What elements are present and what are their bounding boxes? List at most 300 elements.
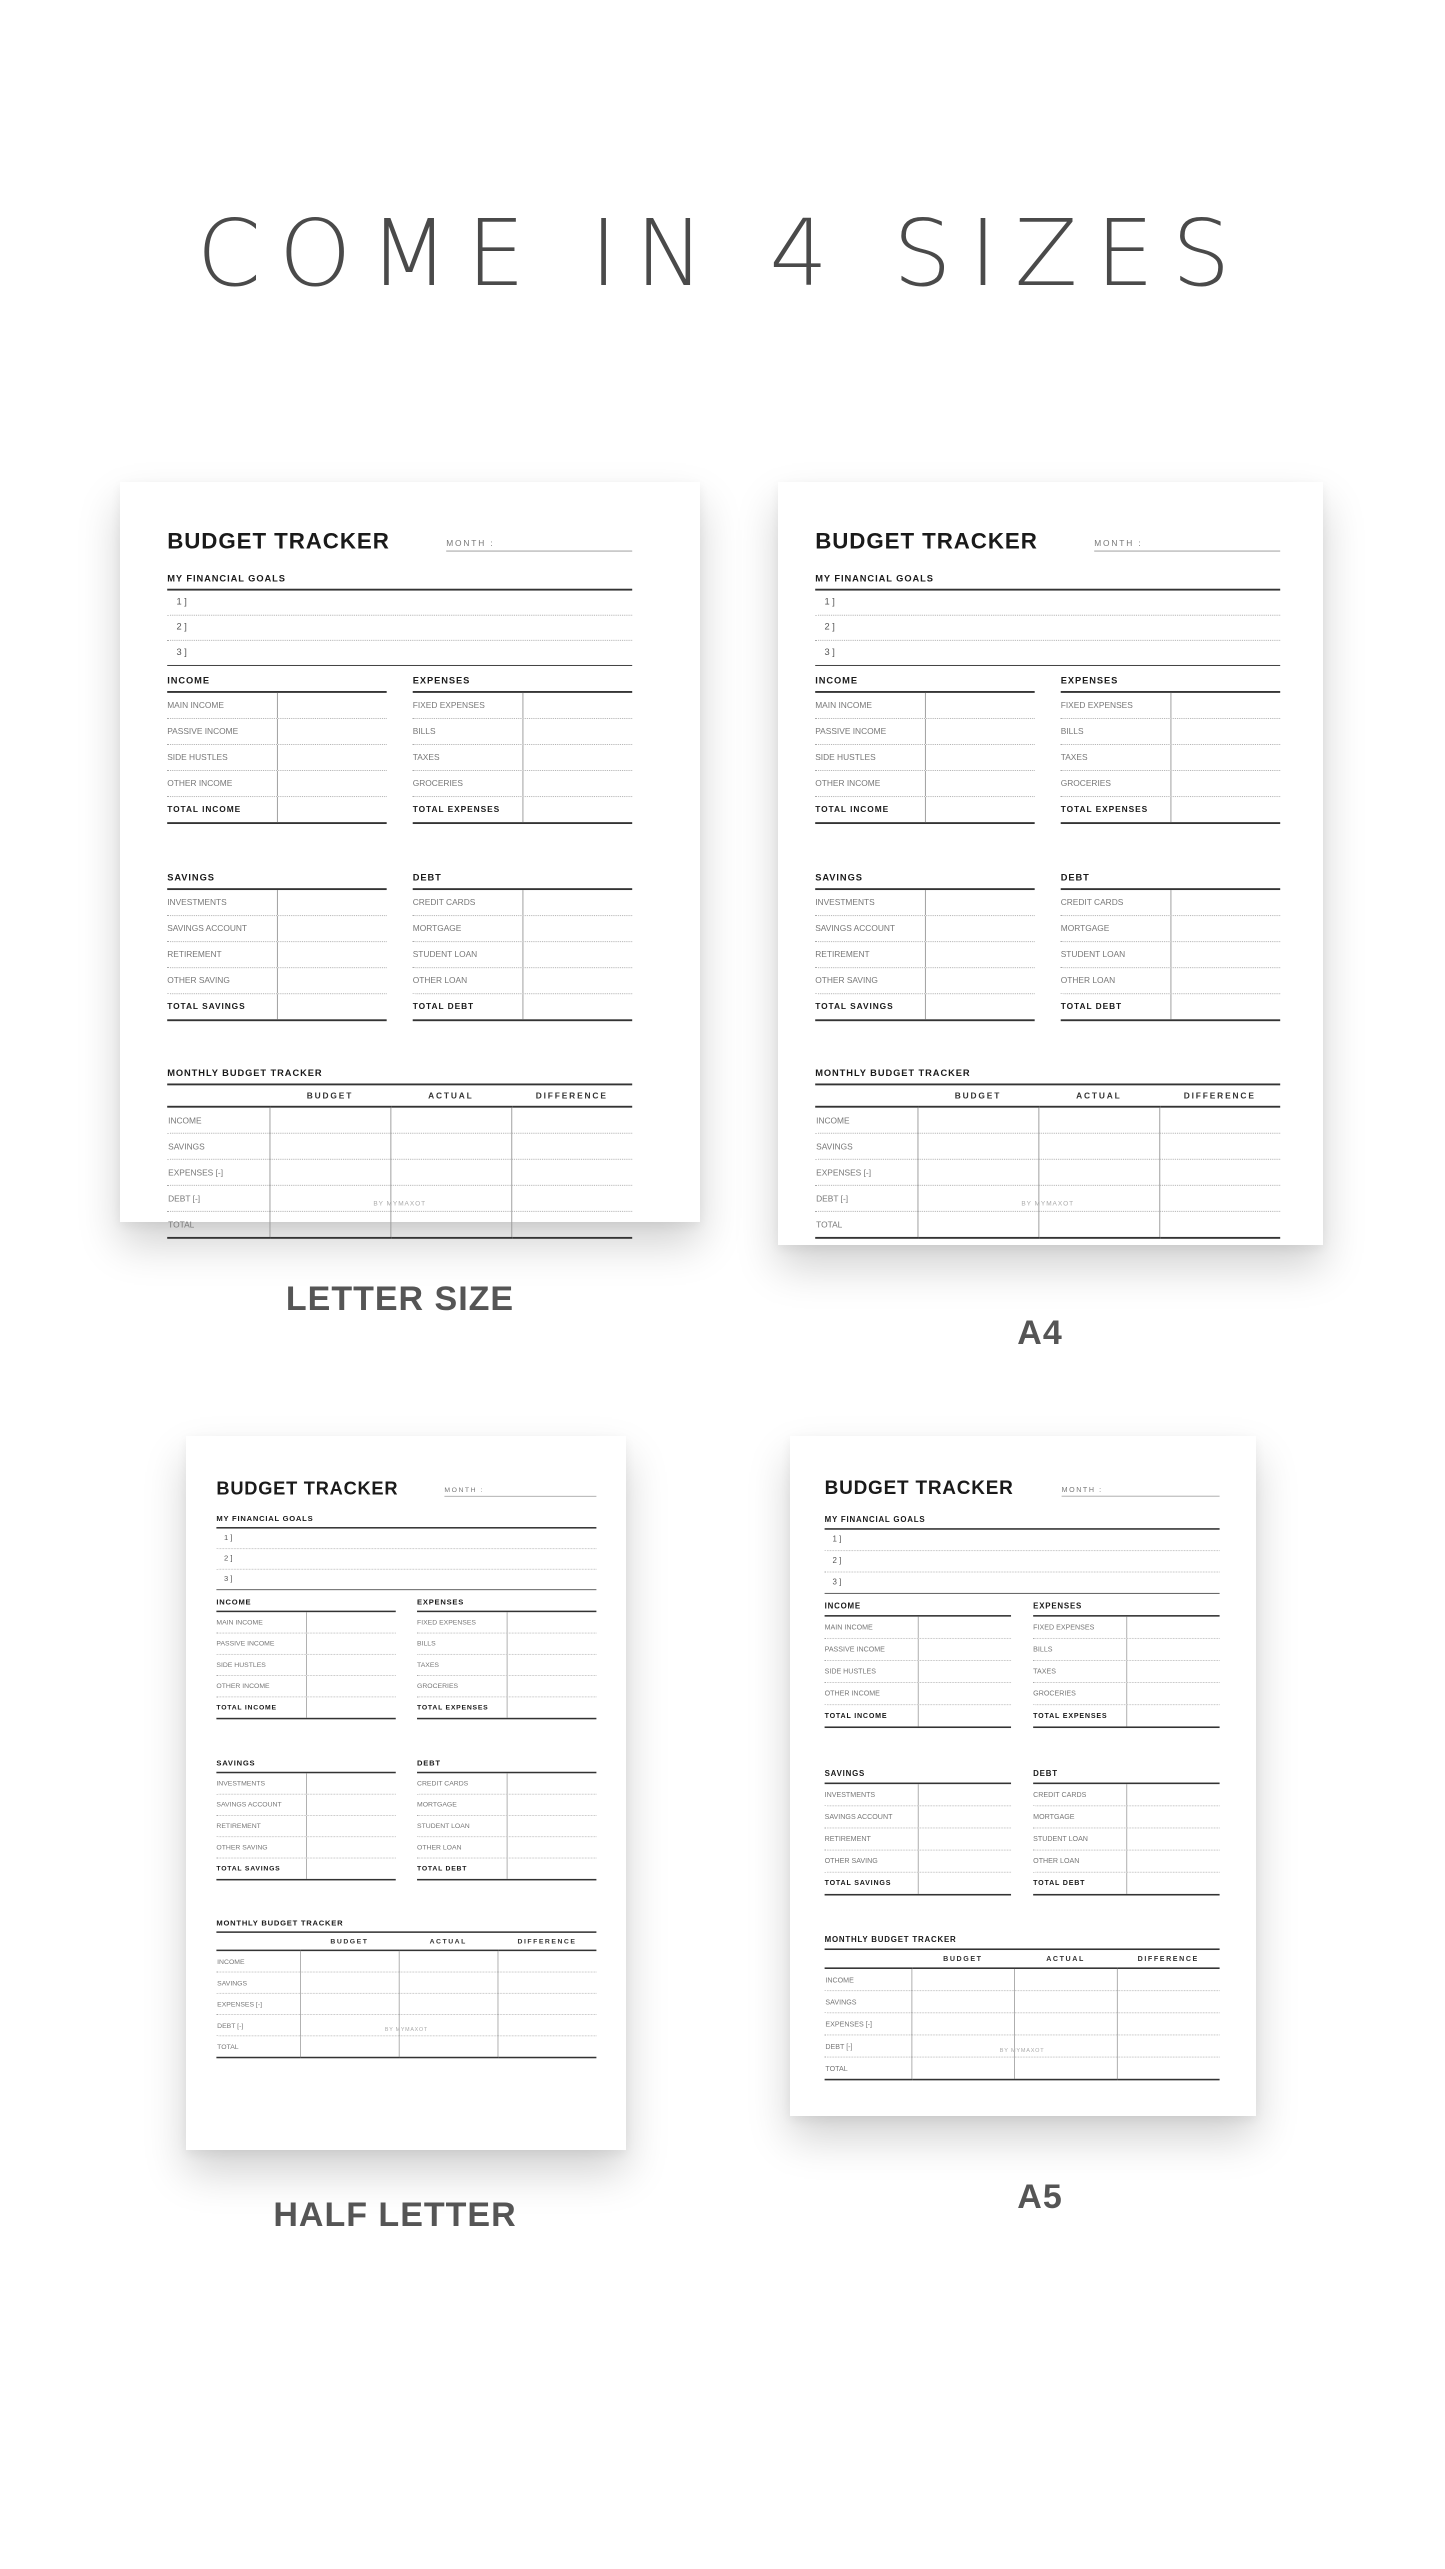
debt-row xyxy=(1061,916,1280,942)
monthly-budget-tracker xyxy=(216,1919,596,2058)
monthly-cell xyxy=(300,2036,399,2058)
tracker-title: BUDGET TRACKER xyxy=(167,529,390,555)
monthly-row-label: EXPENSES [-] xyxy=(815,1159,917,1185)
savings-total-label: TOTAL SAVINGS xyxy=(216,1864,281,1873)
month-field: MONTH : xyxy=(1062,1486,1220,1497)
expenses-total-label: TOTAL EXPENSES xyxy=(417,1703,489,1711)
monthly-cell xyxy=(1117,2057,1220,2080)
monthly-row-label: EXPENSES [-] xyxy=(825,2013,912,2035)
monthly-cell xyxy=(1014,1991,1117,2013)
tracker-header xyxy=(825,1478,1220,1502)
income-row xyxy=(216,1676,395,1697)
debt-title: DEBT xyxy=(413,873,632,890)
column-divider xyxy=(1126,1850,1127,1871)
income-row xyxy=(825,1683,1011,1705)
month-field: MONTH : xyxy=(446,539,632,552)
financial-goals xyxy=(825,1516,1220,1594)
monthly-row xyxy=(815,1133,1280,1159)
monthly-cell xyxy=(1117,2035,1220,2057)
debt-row xyxy=(1033,1784,1219,1806)
goal-row: 1 ] xyxy=(815,591,1280,616)
month-field: MONTH : xyxy=(444,1486,596,1497)
expenses-row xyxy=(1061,745,1280,771)
monthly-body xyxy=(815,1107,1280,1238)
monthly-col-actual: ACTUAL xyxy=(399,1933,498,1950)
column-divider xyxy=(277,916,278,941)
debt-row xyxy=(1061,968,1280,994)
income-row xyxy=(825,1661,1011,1683)
savings-row xyxy=(216,1773,395,1794)
caption-letter-size: LETTER SIZE xyxy=(285,1280,515,1318)
column-divider xyxy=(277,745,278,770)
monthly-col-difference: DIFFERENCE xyxy=(1159,1085,1280,1106)
sheet-half-letter xyxy=(186,1436,626,2150)
column-divider xyxy=(507,1676,508,1697)
monthly-cell xyxy=(1014,2013,1117,2035)
income-row-label: OTHER INCOME xyxy=(815,778,881,788)
monthly-cell xyxy=(300,1993,399,2014)
income-row-label: OTHER INCOME xyxy=(824,1689,880,1698)
savings-row-label: INVESTMENTS xyxy=(216,1779,266,1787)
column-divider xyxy=(1170,719,1171,744)
column-divider xyxy=(1126,1784,1127,1805)
debt-row-label: STUDENT LOAN xyxy=(1060,949,1126,959)
tracker-title: BUDGET TRACKER xyxy=(815,529,1038,555)
column-divider xyxy=(522,771,523,796)
savings-total-row xyxy=(216,1858,395,1880)
debt-row-label: CREDIT CARDS xyxy=(1060,897,1124,907)
debt-title: DEBT xyxy=(1061,873,1280,890)
savings-row-label: OTHER SAVING xyxy=(815,975,878,985)
column-divider xyxy=(507,1633,508,1654)
column-divider xyxy=(1170,693,1171,718)
debt-section xyxy=(413,873,632,1021)
savings-row xyxy=(825,1850,1011,1872)
income-row xyxy=(167,771,386,797)
monthly-row-label: INCOME xyxy=(167,1107,269,1134)
column-divider xyxy=(925,942,926,967)
savings-title: SAVINGS xyxy=(825,1770,1011,1784)
column-divider xyxy=(1170,797,1171,822)
expenses-row xyxy=(1033,1661,1219,1683)
expenses-row xyxy=(417,1655,596,1676)
monthly-header-blank xyxy=(216,1933,300,1950)
monthly-header-blank xyxy=(167,1085,269,1106)
monthly-cell xyxy=(918,1211,1039,1238)
debt-total-label: TOTAL DEBT xyxy=(412,1001,475,1011)
monthly-cell xyxy=(918,1159,1039,1185)
debt-row-label: STUDENT LOAN xyxy=(1033,1834,1088,1843)
monthly-row-label: SAVINGS xyxy=(216,1972,300,1993)
tracker-title: BUDGET TRACKER xyxy=(824,1477,1014,1499)
debt-row xyxy=(413,942,632,968)
income-row xyxy=(815,771,1034,797)
monthly-row xyxy=(825,2013,1220,2035)
income-row xyxy=(216,1612,395,1633)
column-divider xyxy=(1126,1828,1127,1849)
goal-row: 1 ] xyxy=(825,1530,1220,1551)
column-divider xyxy=(1126,1683,1127,1704)
expenses-total-row xyxy=(1033,1705,1219,1728)
monthly-cell xyxy=(390,1211,511,1238)
expenses-total-row xyxy=(413,797,632,824)
monthly-table xyxy=(216,1933,596,2058)
expenses-row-label: FIXED EXPENSES xyxy=(1033,1622,1095,1631)
income-row xyxy=(167,745,386,771)
debt-section xyxy=(1033,1770,1219,1896)
monthly-cell xyxy=(1117,2013,1220,2035)
savings-row-label: RETIREMENT xyxy=(167,949,222,959)
savings-row-label: RETIREMENT xyxy=(216,1821,261,1830)
column-divider xyxy=(306,1612,307,1633)
monthly-cell xyxy=(498,1972,597,1993)
monthly-row xyxy=(216,1993,596,2014)
monthly-row xyxy=(825,1968,1220,1991)
savings-row xyxy=(216,1795,395,1816)
expenses-row xyxy=(413,693,632,719)
tracker-header xyxy=(216,1478,596,1501)
column-divider xyxy=(918,1828,919,1849)
column-divider xyxy=(522,968,523,993)
expenses-row-label: BILLS xyxy=(412,726,436,736)
column-divider xyxy=(925,693,926,718)
expenses-row xyxy=(1033,1683,1219,1705)
income-row xyxy=(167,719,386,745)
monthly-row-label: EXPENSES [-] xyxy=(167,1159,269,1185)
goal-row: 2 ] xyxy=(825,1551,1220,1572)
monthly-row-label: SAVINGS xyxy=(167,1133,269,1159)
debt-title: DEBT xyxy=(1033,1770,1219,1784)
monthly-row xyxy=(167,1185,632,1211)
budget-tracker-page xyxy=(793,1446,1251,2072)
monthly-cell xyxy=(1159,1159,1280,1185)
savings-row xyxy=(825,1828,1011,1850)
monthly-header-row xyxy=(216,1933,596,1950)
income-row-label: MAIN INCOME xyxy=(824,1622,873,1631)
monthly-col-budget: BUDGET xyxy=(300,1933,399,1950)
debt-row xyxy=(1061,942,1280,968)
debt-row-label: OTHER LOAN xyxy=(412,975,468,985)
monthly-cell xyxy=(300,2015,399,2036)
monthly-col-difference: DIFFERENCE xyxy=(511,1085,632,1106)
column-divider xyxy=(507,1697,508,1718)
monthly-col-budget: BUDGET xyxy=(912,1950,1015,1968)
monthly-cell xyxy=(498,2036,597,2058)
monthly-table xyxy=(815,1085,1280,1238)
income-row-label: SIDE HUSTLES xyxy=(824,1667,876,1676)
column-divider xyxy=(918,1705,919,1726)
income-row xyxy=(825,1639,1011,1661)
monthly-col-difference: DIFFERENCE xyxy=(1117,1950,1220,1968)
monthly-cell xyxy=(390,1185,511,1211)
monthly-cell xyxy=(399,1950,498,1972)
income-row xyxy=(167,693,386,719)
income-row-label: MAIN INCOME xyxy=(815,700,872,710)
column-divider xyxy=(1126,1661,1127,1682)
savings-row xyxy=(815,916,1034,942)
debt-row-label: CREDIT CARDS xyxy=(1033,1790,1087,1799)
column-divider xyxy=(925,719,926,744)
financial-goals xyxy=(216,1515,596,1590)
debt-row xyxy=(413,916,632,942)
expenses-row xyxy=(413,771,632,797)
column-divider xyxy=(918,1873,919,1894)
expenses-section xyxy=(1061,676,1280,824)
column-divider xyxy=(1170,916,1171,941)
column-divider xyxy=(1170,890,1171,915)
debt-row-label: STUDENT LOAN xyxy=(412,949,478,959)
expenses-row-label: FIXED EXPENSES xyxy=(1060,700,1133,710)
savings-row xyxy=(815,890,1034,916)
savings-title: SAVINGS xyxy=(167,873,386,890)
budget-tracker-page xyxy=(186,1448,627,2050)
monthly-row xyxy=(815,1185,1280,1211)
income-row-label: SIDE HUSTLES xyxy=(167,752,228,762)
debt-row-label: MORTGAGE xyxy=(417,1800,457,1809)
monthly-title: MONTHLY BUDGET TRACKER xyxy=(167,1069,632,1086)
monthly-header-row xyxy=(167,1085,632,1106)
goal-row: 3 ] xyxy=(825,1572,1220,1593)
income-total-label: TOTAL INCOME xyxy=(824,1711,888,1720)
income-row-label: PASSIVE INCOME xyxy=(216,1639,275,1648)
monthly-cell xyxy=(511,1211,632,1238)
debt-row-label: MORTGAGE xyxy=(1033,1812,1075,1821)
savings-row-label: INVESTMENTS xyxy=(824,1790,876,1799)
income-title: INCOME xyxy=(167,676,386,693)
debt-total-row xyxy=(1033,1873,1219,1896)
column-divider xyxy=(306,1816,307,1837)
income-row-label: SIDE HUSTLES xyxy=(216,1660,266,1669)
monthly-cell xyxy=(1014,2035,1117,2057)
savings-row-label: SAVINGS ACCOUNT xyxy=(167,923,248,933)
column-divider xyxy=(1170,942,1171,967)
monthly-title: MONTHLY BUDGET TRACKER xyxy=(216,1919,596,1933)
monthly-row-label: EXPENSES [-] xyxy=(216,1993,300,2014)
monthly-row-label: INCOME xyxy=(216,1950,300,1972)
expenses-row-label: TAXES xyxy=(412,752,440,762)
debt-row-label: MORTGAGE xyxy=(1060,923,1110,933)
column-divider xyxy=(918,1806,919,1827)
debt-row-label: OTHER LOAN xyxy=(1033,1856,1080,1865)
column-divider xyxy=(1126,1617,1127,1638)
column-divider xyxy=(507,1816,508,1837)
debt-row xyxy=(417,1795,596,1816)
income-row-label: MAIN INCOME xyxy=(216,1618,263,1626)
monthly-cell xyxy=(498,1950,597,1972)
debt-total-row xyxy=(417,1858,596,1880)
expenses-row xyxy=(417,1676,596,1697)
monthly-row xyxy=(216,2015,596,2036)
monthly-cell xyxy=(270,1159,391,1185)
monthly-cell xyxy=(399,2015,498,2036)
expenses-row-label: BILLS xyxy=(417,1639,436,1648)
expenses-row xyxy=(417,1633,596,1654)
monthly-cell xyxy=(1038,1185,1159,1211)
sheet-a5 xyxy=(790,1436,1256,2116)
debt-title: DEBT xyxy=(417,1760,596,1774)
monthly-col-difference: DIFFERENCE xyxy=(498,1933,597,1950)
monthly-row-label: INCOME xyxy=(815,1107,917,1134)
monthly-title: MONTHLY BUDGET TRACKER xyxy=(815,1069,1280,1086)
savings-title: SAVINGS xyxy=(815,873,1034,890)
monthly-cell xyxy=(399,1993,498,2014)
monthly-cell xyxy=(270,1211,391,1238)
monthly-cell xyxy=(511,1159,632,1185)
debt-row-label: STUDENT LOAN xyxy=(417,1821,470,1830)
expenses-total-row xyxy=(417,1697,596,1719)
income-row-label: PASSIVE INCOME xyxy=(824,1645,885,1653)
monthly-cell xyxy=(1038,1159,1159,1185)
tracker-header xyxy=(815,529,1280,557)
monthly-cell xyxy=(912,1991,1015,2013)
goal-row: 3 ] xyxy=(167,641,632,666)
column-divider xyxy=(277,942,278,967)
monthly-body xyxy=(825,1968,1220,2079)
monthly-cell xyxy=(1159,1107,1280,1134)
savings-row xyxy=(825,1806,1011,1828)
column-divider xyxy=(1170,968,1171,993)
monthly-cell xyxy=(1117,1968,1220,1991)
column-divider xyxy=(277,968,278,993)
monthly-row-label: DEBT [-] xyxy=(216,2015,300,2036)
savings-row xyxy=(167,890,386,916)
monthly-cell xyxy=(1159,1185,1280,1211)
debt-row-label: OTHER LOAN xyxy=(1060,975,1116,985)
credit-text: BY MYMAXOT xyxy=(1021,1200,1074,1208)
expenses-title: EXPENSES xyxy=(417,1598,596,1612)
income-row-label: PASSIVE INCOME xyxy=(815,726,887,736)
monthly-row-label: TOTAL xyxy=(216,2036,300,2058)
monthly-col-actual: ACTUAL xyxy=(1038,1085,1159,1106)
monthly-cell xyxy=(399,2036,498,2058)
income-row xyxy=(815,693,1034,719)
monthly-cell xyxy=(912,1968,1015,1991)
income-section xyxy=(815,676,1034,824)
sheet-a4 xyxy=(778,482,1323,1245)
income-row-label: OTHER INCOME xyxy=(167,778,233,788)
column-divider xyxy=(918,1617,919,1638)
column-divider xyxy=(1126,1639,1127,1660)
monthly-cell xyxy=(498,1993,597,2014)
savings-title: SAVINGS xyxy=(216,1760,395,1774)
column-divider xyxy=(306,1795,307,1816)
column-divider xyxy=(522,797,523,822)
savings-row-label: SAVINGS ACCOUNT xyxy=(216,1800,282,1809)
credit-text: BY MYMAXOT xyxy=(999,2047,1045,2054)
column-divider xyxy=(1170,994,1171,1019)
expenses-row-label: BILLS xyxy=(1060,726,1084,736)
savings-row xyxy=(167,968,386,994)
monthly-row-label: DEBT [-] xyxy=(815,1185,917,1211)
column-divider xyxy=(522,890,523,915)
monthly-row xyxy=(825,2035,1220,2057)
budget-tracker-page xyxy=(778,492,1317,1229)
budget-tracker-page xyxy=(130,492,669,1229)
expenses-title: EXPENSES xyxy=(413,676,632,693)
savings-row-label: INVESTMENTS xyxy=(167,897,227,907)
monthly-header-blank xyxy=(825,1950,912,1968)
column-divider xyxy=(522,994,523,1019)
monthly-cell xyxy=(511,1185,632,1211)
goals-title: MY FINANCIAL GOALS xyxy=(825,1516,1220,1530)
monthly-header-blank xyxy=(815,1085,917,1106)
credit-text: BY MYMAXOT xyxy=(373,1200,426,1208)
column-divider xyxy=(522,719,523,744)
expenses-row xyxy=(1061,693,1280,719)
column-divider xyxy=(306,1655,307,1676)
expenses-row-label: TAXES xyxy=(1033,1667,1056,1676)
monthly-cell xyxy=(912,2057,1015,2080)
savings-total-row xyxy=(167,994,386,1021)
income-row-label: PASSIVE INCOME xyxy=(167,726,239,736)
savings-row-label: INVESTMENTS xyxy=(815,897,875,907)
monthly-row-label: SAVINGS xyxy=(825,1991,912,2013)
debt-total-label: TOTAL DEBT xyxy=(417,1864,468,1873)
column-divider xyxy=(507,1858,508,1879)
monthly-cell xyxy=(1038,1211,1159,1238)
income-title: INCOME xyxy=(815,676,1034,693)
debt-row xyxy=(1061,890,1280,916)
monthly-cell xyxy=(270,1133,391,1159)
headline: COME IN 4 SIZES xyxy=(196,200,1249,307)
expenses-row-label: TAXES xyxy=(1060,752,1088,762)
monthly-row xyxy=(216,2036,596,2058)
column-divider xyxy=(277,771,278,796)
monthly-col-budget: BUDGET xyxy=(270,1085,391,1106)
monthly-cell xyxy=(300,1972,399,1993)
debt-total-row xyxy=(1061,994,1280,1021)
savings-total-row xyxy=(815,994,1034,1021)
column-divider xyxy=(277,797,278,822)
savings-total-row xyxy=(825,1873,1011,1896)
monthly-row xyxy=(167,1107,632,1134)
column-divider xyxy=(918,1850,919,1871)
column-divider xyxy=(306,1773,307,1794)
expenses-row-label: TAXES xyxy=(417,1660,439,1669)
debt-row-label: CREDIT CARDS xyxy=(412,897,476,907)
column-divider xyxy=(925,968,926,993)
income-total-row xyxy=(216,1697,395,1719)
savings-row xyxy=(216,1837,395,1858)
monthly-row xyxy=(167,1211,632,1238)
savings-row xyxy=(216,1816,395,1837)
goal-row: 2 ] xyxy=(815,616,1280,641)
monthly-cell xyxy=(1014,1968,1117,1991)
monthly-table xyxy=(167,1085,632,1238)
column-divider xyxy=(925,916,926,941)
income-total-label: TOTAL INCOME xyxy=(216,1703,277,1711)
goals-title: MY FINANCIAL GOALS xyxy=(167,574,632,591)
monthly-cell xyxy=(270,1185,391,1211)
income-row xyxy=(815,745,1034,771)
monthly-cell xyxy=(390,1159,511,1185)
expenses-row xyxy=(413,745,632,771)
column-divider xyxy=(522,942,523,967)
debt-row-label: MORTGAGE xyxy=(412,923,462,933)
monthly-budget-tracker xyxy=(167,1069,632,1239)
income-row xyxy=(825,1617,1011,1639)
financial-goals xyxy=(167,574,632,666)
savings-row-label: RETIREMENT xyxy=(815,949,870,959)
caption-half-letter: HALF LETTER xyxy=(273,2196,517,2234)
column-divider xyxy=(1170,745,1171,770)
income-section xyxy=(216,1598,395,1719)
monthly-budget-tracker xyxy=(815,1069,1280,1239)
debt-section xyxy=(417,1760,596,1881)
monthly-table xyxy=(825,1950,1220,2080)
income-title: INCOME xyxy=(825,1602,1011,1616)
expenses-row-label: BILLS xyxy=(1033,1645,1053,1653)
